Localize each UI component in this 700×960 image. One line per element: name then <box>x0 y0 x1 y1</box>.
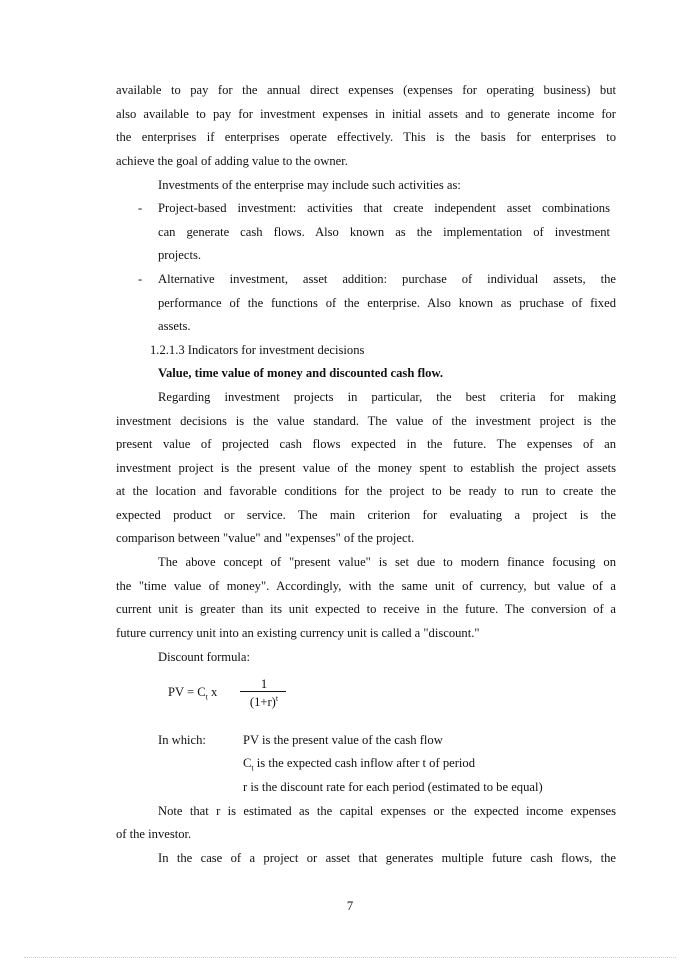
body-text-line: In the case of a project or asset that generates multiple future cash flows, the <box>158 851 616 865</box>
body-text-line: also available to pay for investment expenses in initial assets and to generate income for <box>116 107 616 121</box>
definition-r: r is the discount rate for each period (estimated to be equal) <box>243 780 543 794</box>
body-text-line: achieve the goal of adding value to the owner. <box>116 154 348 168</box>
bullet-text-line: performance of the functions of the enterprise. Also known as pruchase of fixed <box>158 296 616 310</box>
definition-ct: $C_t$ is the expected cash inflow after t of period <box>243 756 475 773</box>
body-text-line: Note that r is estimated as the capital expenses or the expected income expenses <box>158 804 616 818</box>
definitions-label: In which: <box>158 733 206 747</box>
bullet-marker: - <box>138 201 143 215</box>
body-text-line: current unit is greater than its unit expected to receive in the future. The conversion of a <box>116 602 616 616</box>
fraction-bar <box>240 691 286 692</box>
bullet-text-line: can generate cash flows. Also known as the implementation of investment <box>158 225 610 239</box>
discount-formula <box>168 676 308 716</box>
body-text-line: at the location and favorable conditions for the project to be ready to run to create the <box>116 484 616 498</box>
bullet-text-line: Project-based investment: activities that create independent asset combinations <box>158 201 610 215</box>
body-text-line: of the investor. <box>116 827 192 841</box>
body-text-line: the enterprises if enterprises operate effectively. This is the basis for enterprises to <box>116 130 616 144</box>
page-number: 7 <box>346 899 354 913</box>
page-bottom-rule <box>24 957 676 958</box>
bullet-text-line: Alternative investment, asset addition: purchase of individual assets, the <box>158 272 616 286</box>
body-text-line: comparison between "value" and "expenses" of the project. <box>116 531 415 545</box>
body-text-line: present value of projected cash flows expected in the future. The expenses of an <box>116 437 616 451</box>
formula-lhs: PV = $C_t$ x <box>168 685 218 702</box>
bullet-text-line: assets. <box>158 319 191 333</box>
bullet-text-line: projects. <box>158 248 202 262</box>
formula-intro: Discount formula: <box>158 650 250 664</box>
body-text-line: expected product or service. The main criterion for evaluating a project is the <box>116 508 616 522</box>
subheading: Value, time value of money and discounted cash flow. <box>158 366 444 380</box>
bullet-marker: - <box>138 272 143 286</box>
section-heading: 1.2.1.3 Indicators for investment decisions <box>150 343 365 357</box>
body-text-line: investment decisions is the value standard. The value of the investment project is the <box>116 414 616 428</box>
body-text-line: available to pay for the annual direct expenses (expenses for operating business) but <box>116 83 616 97</box>
body-text-line: investment project is the present value of the money spent to establish the project assets <box>116 461 616 475</box>
definition-pv: PV is the present value of the cash flow <box>243 733 443 747</box>
formula-numerator: 1 <box>260 677 268 691</box>
body-text-line: The above concept of "present value" is set due to modern finance focusing on <box>158 555 616 569</box>
formula-denominator: $(1+r)^t$ <box>249 693 279 709</box>
body-text-line: Regarding investment projects in particular, the best criteria for making <box>158 390 616 404</box>
body-text-line: Investments of the enterprise may include such activities as: <box>158 178 461 192</box>
body-text-line: future currency unit into an existing currency unit is called a "discount." <box>116 626 480 640</box>
body-text-line: the "time value of money". Accordingly, with the same unit of currency, but value of a <box>116 579 616 593</box>
